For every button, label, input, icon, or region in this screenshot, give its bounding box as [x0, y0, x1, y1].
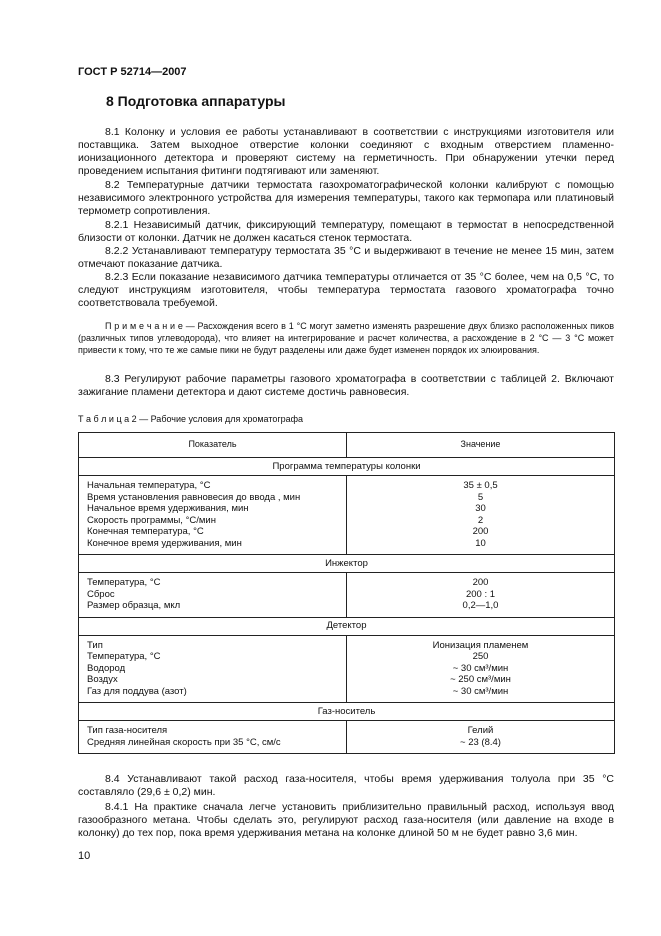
- group-header-row: [79, 458, 615, 476]
- value-cell: [347, 573, 615, 618]
- parameter-name: Размер образца, мкл: [87, 600, 181, 611]
- value-cell: [347, 721, 615, 754]
- parameter-value: 10: [475, 537, 486, 549]
- table-caption: Т а б л и ц а 2 — Рабочие условия для хроматографа: [78, 414, 304, 424]
- parameter-name: Температура, °С: [87, 651, 161, 662]
- parameter-value: ~ 30 см³/мин: [452, 662, 509, 674]
- paragraph-8-1: 8.1 Колонку и условия ее работы устанавливают в соответствии с инструкциями изготовителя или поставщика. Затем выходное отверстие колонки соединяют с входным отверстием пламенно-ионизационного детектора и проверяют систему на герметичность. При обнаружении утечки перед проведением испытания фитинги подтягивают или заменяют.: [78, 126, 614, 177]
- section-title: 8 Подготовка аппаратуры: [106, 93, 286, 109]
- parameter-name: Начальная температура, °С: [87, 480, 211, 491]
- paragraph-8-3: 8.3 Регулируют рабочие параметры газового хроматографа в соответствии с таблицей 2. Включают зажигание пламени детектора и дают системе достичь равновесия.: [78, 373, 614, 398]
- column-header-parameter: Показатель: [79, 433, 347, 458]
- parameter-name: Температура, °С: [87, 577, 161, 588]
- parameter-name: Тип: [87, 639, 103, 651]
- table-header-row: [79, 433, 615, 458]
- paragraph-8-4-1: 8.4.1 На практике сначала легче установить приблизительно правильный расход, используя ввод газообразного метана. Чтобы сделать это, регулируют расход газа-носителя (или давление на входе в колонку) до тех пор, пока время удерживания метана на колонке длиной 50 м не будет равно 3,6 мин.: [78, 801, 614, 839]
- page-number: 10: [78, 850, 91, 862]
- parameter-value: 0,2—1,0: [462, 600, 499, 611]
- parameter-name: Скорость программы, °С/мин: [87, 514, 216, 526]
- parameter-name: Водород: [87, 662, 126, 674]
- parameter-name: Конечное время удерживания, мин: [87, 537, 242, 549]
- parameter-name: Сброс: [87, 588, 115, 600]
- note-paragraph: П р и м е ч а н и е — Расхождения всего в 1 °С могут заметно изменять разрешение двух близко расположенных пиков (различных типов углеводорода), что влияет на интегрирование и расчет количества, а расхождение в 2 °С — 3 °С может привести к тому, что те же самые пики не будут разделены или даже будет изменен порядок их элюирования.: [78, 321, 614, 355]
- parameter-name: Газ для поддува (азот): [87, 685, 187, 697]
- table-row: [79, 476, 615, 555]
- table-row: [79, 635, 615, 703]
- paragraph-8-2-1: 8.2.1 Независимый датчик, фиксирующий температуру, помещают в термостат в непосредственной близости от колонки. Датчик не должен касаться стенок термостата.: [78, 219, 614, 244]
- parameter-value: 250: [472, 651, 489, 662]
- parameter-value: ~ 250 см³/мин: [450, 674, 511, 685]
- document-code: ГОСТ Р 52714—2007: [78, 66, 187, 78]
- parameter-value: 5: [477, 491, 484, 503]
- parameter-cell: [79, 721, 347, 754]
- parameter-value: 35 ± 0,5: [463, 480, 498, 491]
- group-title-detector: Детектор: [79, 617, 615, 635]
- parameter-value: 200 : 1: [465, 588, 496, 600]
- group-header-row: [79, 555, 615, 573]
- paragraph-8-2: 8.2 Температурные датчики термостата газохроматографической колонки калибруют с помощью независимого электронного устройства для измерения температуры, такого как термопара или платиновый термометр сопротивления.: [78, 179, 614, 217]
- parameter-cell: [79, 573, 347, 618]
- parameter-value: 30: [475, 503, 486, 514]
- paragraph-8-4: 8.4 Устанавливают такой расход газа-носителя, чтобы время удерживания толуола при 35 °С составляло (29,6 ± 0,2) мин.: [78, 773, 614, 798]
- parameter-cell: [79, 635, 347, 703]
- parameter-name: Тип газа-носителя: [87, 725, 168, 736]
- parameter-value: 2: [477, 514, 484, 526]
- paragraph-8-2-2: 8.2.2 Устанавливают температуру термостата 35 °С и выдерживают в течение не менее 15 мин, затем отмечают показание датчика.: [78, 245, 614, 270]
- parameter-value: Гелий: [467, 725, 494, 736]
- value-cell: [347, 476, 615, 555]
- paragraph-8-2-3: 8.2.3 Если показание независимого датчика температуры отличается от 35 °С более, чем на 0,5 °С, то следуют инструкциям изготовителя, чтобы температура термостата газового хроматографа точно соответствовала требуемой.: [78, 271, 614, 309]
- parameter-cell: [79, 476, 347, 555]
- value-cell: [347, 635, 615, 703]
- column-header-value: Значение: [347, 433, 615, 458]
- group-header-row: [79, 617, 615, 635]
- group-title-column-program: Программа температуры колонки: [79, 458, 615, 476]
- table-row: [79, 721, 615, 754]
- operating-conditions-table: [78, 432, 615, 754]
- parameter-value: 200: [472, 577, 489, 588]
- parameter-value: ~ 23 (8.4): [460, 736, 501, 748]
- parameter-name: Начальное время удерживания, мин: [87, 503, 249, 514]
- parameter-name: Время установления равновесия до ввода , мин: [87, 491, 301, 503]
- parameter-value: 200: [472, 526, 489, 537]
- parameter-name: Воздух: [87, 674, 118, 685]
- parameter-value: Ионизация пламенем: [432, 639, 529, 651]
- parameter-name: Конечная температура, °С: [87, 526, 204, 537]
- group-title-injector: Инжектор: [79, 555, 615, 573]
- group-title-carrier-gas: Газ-носитель: [79, 703, 615, 721]
- group-header-row: [79, 703, 615, 721]
- parameter-value: ~ 30 см³/мин: [452, 685, 509, 697]
- table-row: [79, 573, 615, 618]
- parameter-name: Средняя линейная скорость при 35 °С, см/с: [87, 736, 281, 748]
